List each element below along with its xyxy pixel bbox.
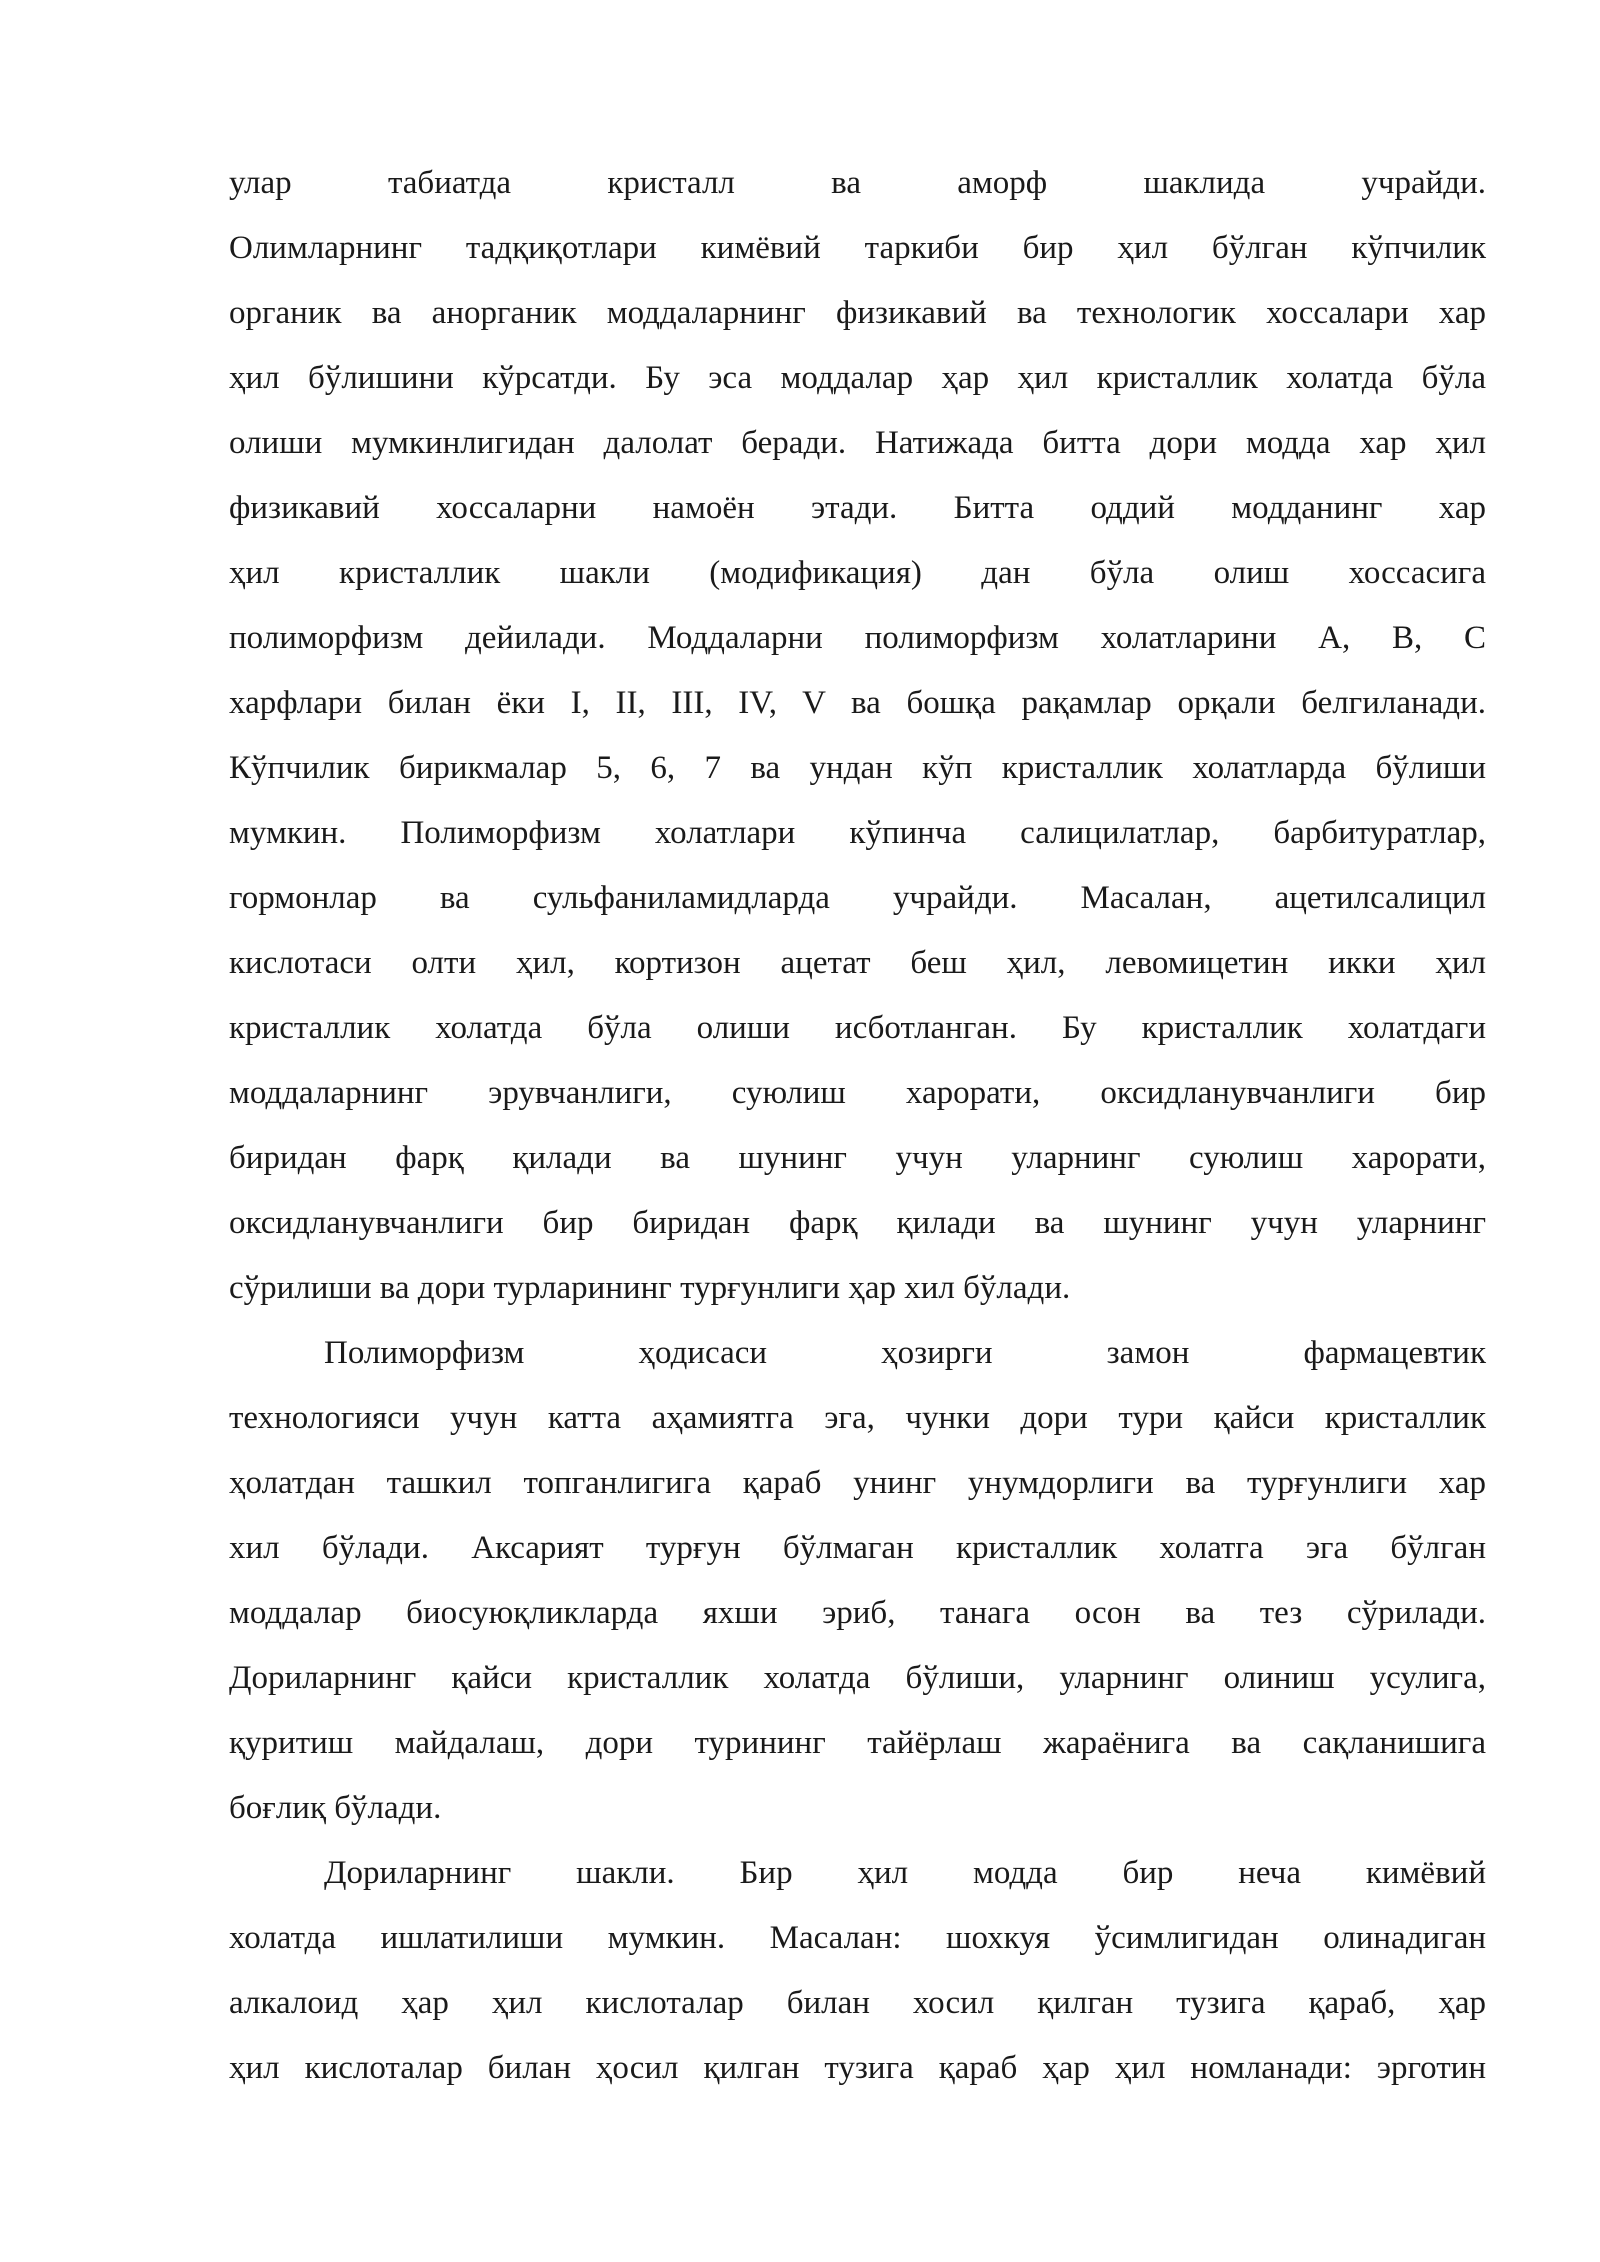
text-line: олиши мумкинлигидан далолат беради. Натижада битта дори модда хар ҳил — [229, 425, 1486, 461]
text-line: алкалоид ҳар ҳил кислоталар билан хосил қилган тузига қараб, ҳар — [229, 1985, 1486, 2021]
text-line: моддаларнинг эрувчанлиги, суюлиш харорати, оксидланувчанлиги бир — [229, 1075, 1486, 1111]
paragraph-polymorphism-importance — [229, 1321, 1486, 1841]
text-line: полиморфизм дейилади. Моддаларни полиморфизм холатларини А, В, С — [229, 620, 1486, 656]
text-line: гормонлар ва сульфаниламидларда учрайди. Масалан, ацетилсалицил — [229, 880, 1486, 916]
text-line: сўрилиши ва дори турларининг турғунлиги ҳар хил бўлади. — [229, 1270, 1071, 1306]
text-line: хил бўлади. Аксарият турғун бўлмаган кристаллик холатга эга бўлган — [229, 1530, 1486, 1566]
text-line: улар табиатда кристалл ва аморф шаклида учрайди. — [229, 165, 1486, 201]
text-line: Кўпчилик бирикмалар 5, 6, 7 ва ундан кўп кристаллик холатларда бўлиши — [229, 750, 1486, 786]
text-line: технологияси учун катта аҳамиятга эга, чунки дори тури қайси кристаллик — [229, 1400, 1486, 1436]
text-line: Дориларнинг шакли. Бир ҳил модда бир неча кимёвий — [324, 1855, 1486, 1891]
text-line: ҳолатдан ташкил топганлигига қараб унинг унумдорлиги ва турғунлиги хар — [229, 1465, 1486, 1501]
text-line: биридан фарқ қилади ва шунинг учун уларнинг суюлиш харорати, — [229, 1140, 1486, 1176]
text-line: мумкин. Полиморфизм холатлари кўпинча салицилатлар, барбитуратлар, — [229, 815, 1486, 851]
paragraph-drug-forms — [229, 1841, 1486, 2101]
text-line: ҳил бўлишини кўрсатди. Бу эса моддалар ҳар ҳил кристаллик холатда бўла — [229, 360, 1486, 396]
text-line: холатда ишлатилиши мумкин. Масалан: шохкуя ўсимлигидан олинадиган — [229, 1920, 1486, 1956]
text-line: физикавий хоссаларни намоён этади. Битта оддий модданинг хар — [229, 490, 1486, 526]
text-line: ҳил кислоталар билан ҳосил қилган тузига қараб ҳар ҳил номланади: эрготин — [229, 2050, 1486, 2086]
text-line: қуритиш майдалаш, дори турининг тайёрлаш жараёнига ва сақланишига — [229, 1725, 1486, 1761]
document-body — [229, 151, 1486, 2101]
text-line: Олимларнинг тадқиқотлари кимёвий таркиби бир ҳил бўлган кўпчилик — [229, 230, 1486, 266]
text-line: кристаллик холатда бўла олиши исботланган. Бу кристаллик холатдаги — [229, 1010, 1486, 1046]
text-line: ҳил кристаллик шакли (модификация) дан бўла олиш хоссасига — [229, 555, 1486, 591]
text-line: органик ва анорганик моддаларнинг физикавий ва технологик хоссалари хар — [229, 295, 1486, 331]
text-line: Полиморфизм ҳодисаси ҳозирги замон фармацевтик — [324, 1335, 1486, 1371]
paragraph-polymorphism-intro — [229, 151, 1486, 1321]
text-line: харфлари билан ёки I, II, III, IV, V ва бошқа рақамлар орқали белгиланади. — [229, 685, 1486, 721]
text-line: моддалар биосуюқликларда яхши эриб, танага осон ва тез сўрилади. — [229, 1595, 1486, 1631]
text-line: оксидланувчанлиги бир биридан фарқ қилади ва шунинг учун уларнинг — [229, 1205, 1486, 1241]
text-line: кислотаси олти ҳил, кортизон ацетат беш ҳил, левомицетин икки ҳил — [229, 945, 1486, 981]
text-line: боғлиқ бўлади. — [229, 1790, 442, 1826]
text-line: Дориларнинг қайси кристаллик холатда бўлиши, уларнинг олиниш усулига, — [229, 1660, 1486, 1696]
